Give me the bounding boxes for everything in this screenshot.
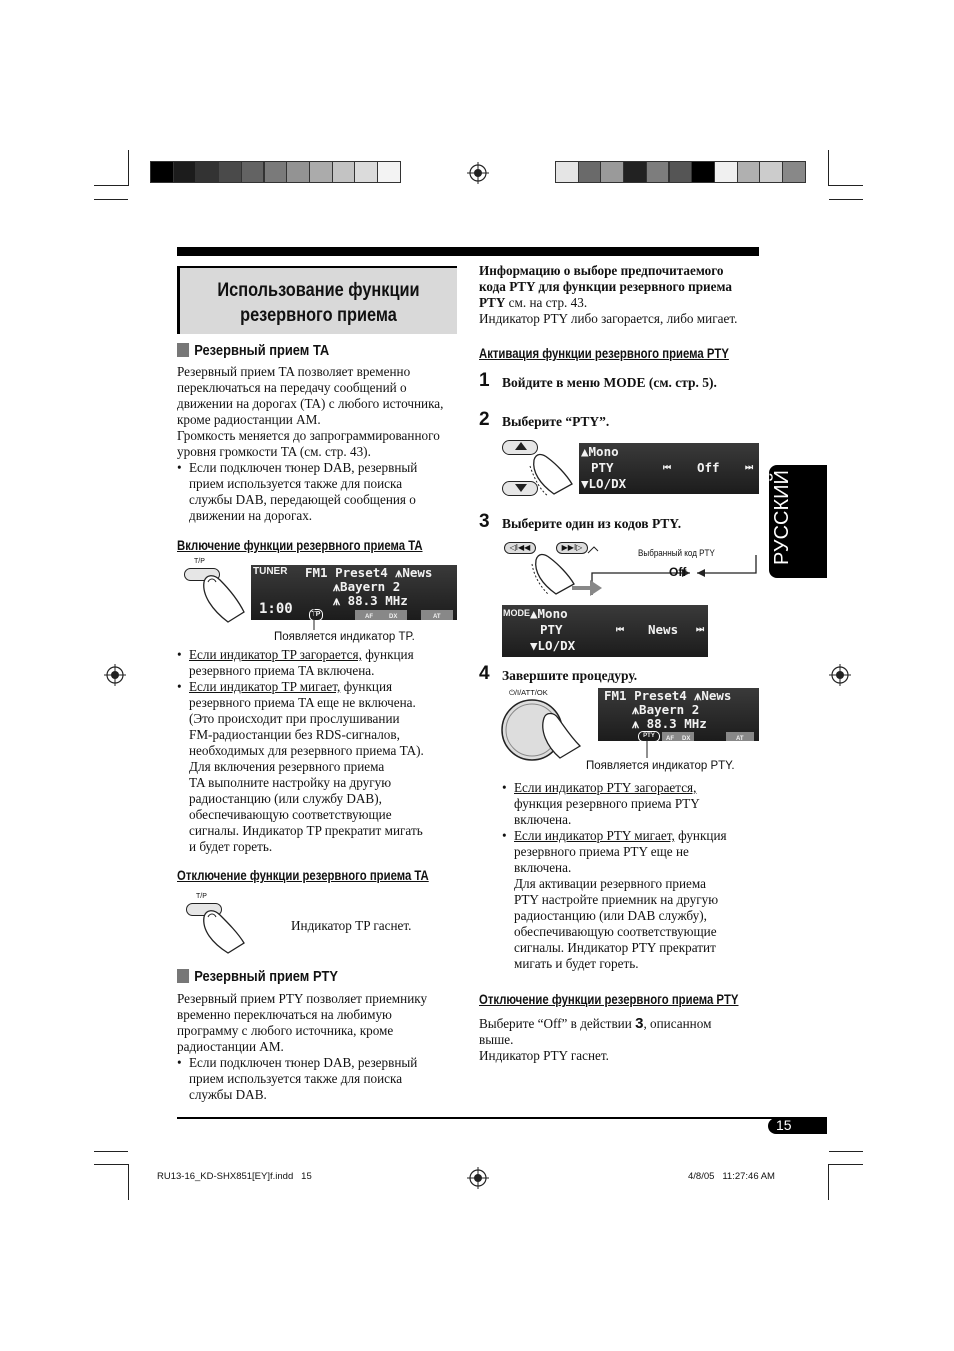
down-arrow-icon xyxy=(515,484,527,492)
color-swatch xyxy=(759,161,783,183)
color-swatch xyxy=(354,161,378,183)
off-label: Off xyxy=(669,565,687,579)
color-swatch xyxy=(646,161,670,183)
tp-status-bullets: • Если индикатор TP загорается, функция резервного приема TA включена. • Если индикатор TP мигает, функция резервного приема TA еще не включена. (Это происходит при прослушивании FM-радиостанции без RDS-сигналов, необходимых для резервного приема TA). Для включения резервного приема TA выполните настройку на другую радиостанцию (или службу DAB), обеспечивающую соответствующие сигналы. Индикатор TP прекратит мигать и будет гореть. xyxy=(177,647,467,855)
prev-button[interactable]: ◁I◀◀ xyxy=(504,542,536,554)
color-swatch xyxy=(600,161,624,183)
language-tab xyxy=(769,465,827,578)
top-rule xyxy=(177,247,759,256)
footer-date: 4/8/05 11:27:46 AM xyxy=(688,1171,775,1182)
color-swatch xyxy=(578,161,602,183)
subheading-ta-on: Включение функции резервного приема TA xyxy=(177,538,423,553)
tp-caption: Появляется индикатор TP. xyxy=(274,631,415,643)
up-arrow-icon xyxy=(515,442,527,450)
page-title: Использование функции резервного приема xyxy=(217,280,420,326)
color-swatch xyxy=(691,161,715,183)
page-number-tab xyxy=(768,1118,827,1134)
lcd-display-pty-on: FM1 Preset4 ⩚News ⩚Bayern 2 ⩚ 88.3 MHz PTY AF DX AT xyxy=(598,688,759,741)
arrow-right-icon xyxy=(570,576,604,600)
crop-mark xyxy=(128,150,129,186)
lcd-display-pty-news: MODE ▲Mono PTY ▼LO/DX ⏮ News ⏭ xyxy=(502,605,708,657)
color-swatch xyxy=(669,161,693,183)
ok-button-label: ⏻/I/ATT/OK xyxy=(509,688,548,697)
pointer-line xyxy=(644,740,650,760)
ok-knob-illustration xyxy=(500,696,592,776)
tp-button-label: T/P xyxy=(194,558,205,565)
color-swatch xyxy=(218,161,242,183)
section-heading-pty: Резервный прием PTY xyxy=(177,968,338,985)
step-4: 4 Завершите процедуру. xyxy=(479,663,638,684)
subheading-ta-off: Отключение функции резервного приема TA xyxy=(177,868,429,883)
title-box xyxy=(177,266,457,334)
color-swatch xyxy=(309,161,333,183)
registration-mark-icon xyxy=(104,664,126,686)
finger-icon xyxy=(198,570,248,626)
color-swatch xyxy=(332,161,356,183)
pointer-line xyxy=(300,600,320,632)
pty-off-instructions: Выберите “Off” в действии 3, описанном выше. Индикатор PTY гаснет. xyxy=(479,1015,712,1063)
crop-mark xyxy=(94,185,128,186)
crop-mark xyxy=(828,150,829,186)
color-swatch xyxy=(782,161,806,183)
up-down-buttons-illustration xyxy=(500,438,575,498)
color-swatch xyxy=(737,161,761,183)
color-swatch xyxy=(173,161,197,183)
step-3: 3 Выберите один из кодов PTY. xyxy=(479,511,682,532)
crop-mark xyxy=(128,1164,129,1200)
lcd-display-pty-off: ▲Mono PTY ▼LO/DX ⏮ Off ⏭ xyxy=(579,443,759,494)
color-swatch xyxy=(195,161,219,183)
color-swatch xyxy=(264,161,288,183)
pty-caption: Появляется индикатор PTY. xyxy=(586,760,735,772)
finger-icon xyxy=(198,905,248,957)
footer-file: RU13-16_KD-SHX851[EY]f.indd 15 xyxy=(157,1171,312,1182)
crop-mark xyxy=(94,199,128,200)
crop-mark xyxy=(829,199,863,200)
color-swatch xyxy=(623,161,647,183)
subheading-pty-on: Активация функции резервного приема PTY xyxy=(479,346,729,361)
crop-mark xyxy=(94,1151,128,1152)
color-swatch xyxy=(714,161,738,183)
crop-mark xyxy=(94,1164,128,1165)
finger-icon xyxy=(528,450,576,496)
tp-indicator: TP xyxy=(309,609,323,620)
step-1: 1 Войдите в меню MODE (см. стр. 5). xyxy=(479,370,717,391)
crop-mark xyxy=(828,1164,829,1200)
next-button[interactable]: ▶▶I▷ xyxy=(556,542,588,554)
ta-description: Резервный прием TA позволяет временно переключаться на передачу сообщений о движении на дорогах (TA) с любого источника, кроме радиостанции AM. Громкость меняется до запрограммированного уровня громкости TA (см. стр. 43). • Если подключен тюнер DAB, резервный прием используется также для поиска службы DAB, передающей сообщения о движении на дорогах. xyxy=(177,364,462,524)
color-swatch xyxy=(555,161,579,183)
pty-indicator: PTY xyxy=(638,731,660,741)
subheading-pty-off: Отключение функции резервного приема PTY xyxy=(479,992,739,1007)
page-number: 15 xyxy=(776,1117,792,1133)
registration-mark-icon xyxy=(467,162,489,184)
tp-button-illustration xyxy=(178,558,248,628)
tp-button-label: T/P xyxy=(196,893,207,900)
color-swatch xyxy=(241,161,265,183)
crop-mark xyxy=(829,1151,863,1152)
registration-mark-icon xyxy=(829,664,851,686)
pty-info: Информацию о выборе предпочитаемого кода PTY для функции резервного приема PTY см. на стр. 43. Индикатор PTY либо загорается, либо мигает. xyxy=(479,263,738,326)
lcd-display-tuner: TUNER FM1 Preset4 ⩚News ⩚Bayern 2 ⩚ 88.3 MHz 1:00 TP AF DX AT xyxy=(251,565,457,620)
color-swatch xyxy=(377,161,401,183)
crop-mark xyxy=(829,185,863,186)
language-tab-label: РУССКИЙ xyxy=(771,470,793,565)
tp-button-illustration-off xyxy=(178,893,248,957)
pty-status-bullets: • Если индикатор PTY загорается, функция резервного приема PTY включена. • Если индикатор PTY мигает, функция резервного приема PTY еще не включена. Для активации резервного приема PTY настройте приемник на другую радиостанцию (или DAB службу), обеспечивающую соответствующие сигналы. Индикатор PTY прекратит мигать и будет гореть. xyxy=(502,780,762,972)
tp-off-text: Индикатор TP гаснет. xyxy=(291,918,412,933)
color-swatch xyxy=(150,161,174,183)
step-2: 2 Выберите “PTY”. xyxy=(479,409,610,430)
bottom-rule xyxy=(177,1117,827,1119)
pty-description: Резервный прием PTY позволяет приемнику временно переключаться на любимую программу с любого источника, кроме радиостанции AM. • Если подключен тюнер DAB, резервный прием используется также для поиска службы DAB. xyxy=(177,991,467,1103)
crop-mark xyxy=(829,1164,863,1165)
section-heading-ta: Резервный прием TA xyxy=(177,342,329,359)
registration-mark-icon xyxy=(467,1167,489,1189)
color-swatch xyxy=(286,161,310,183)
chosen-code-label: Выбранный код PTY xyxy=(638,548,715,559)
